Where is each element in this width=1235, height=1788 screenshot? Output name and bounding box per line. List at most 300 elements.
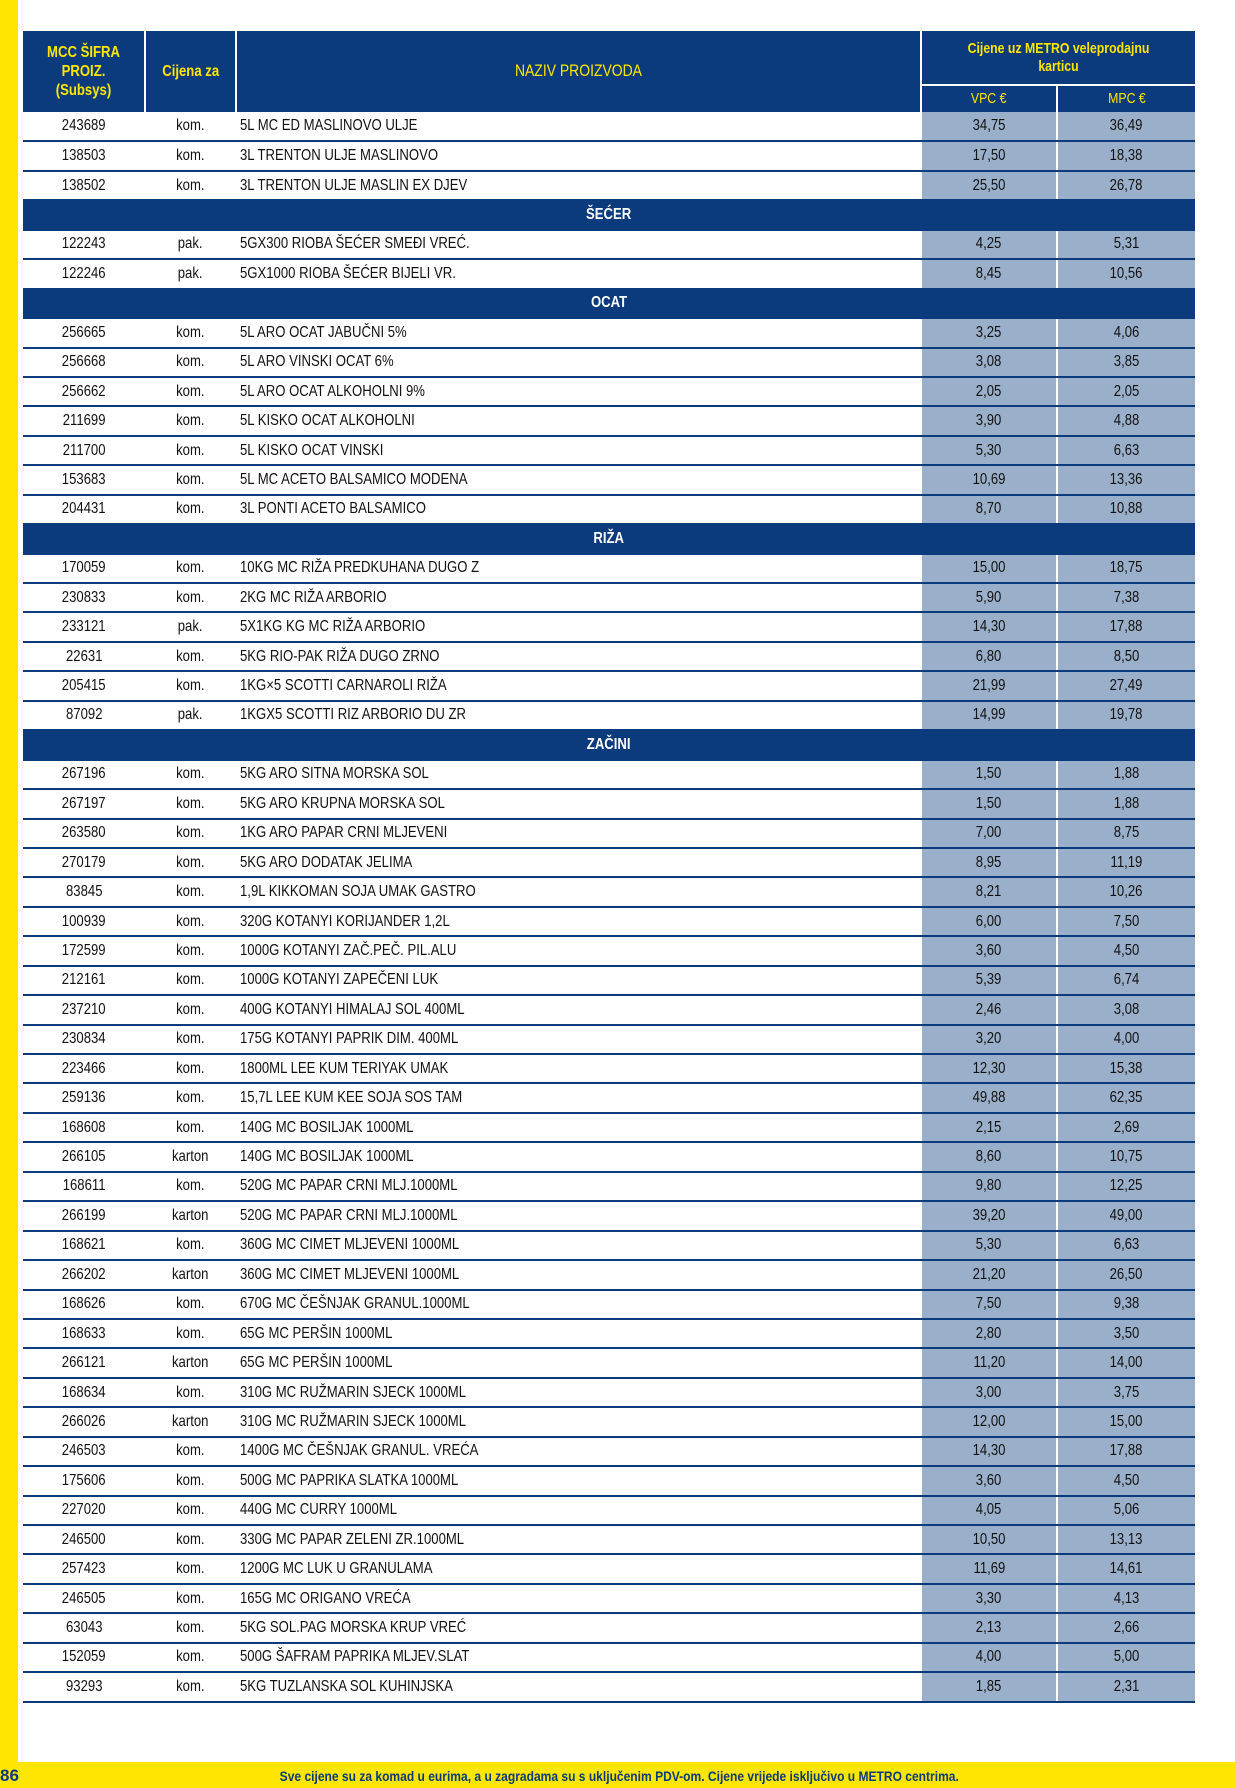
unit-cell: kom. [145, 819, 236, 848]
product-name-cell: 5L ARO VINSKI OCAT 6% [236, 348, 921, 377]
unit-cell: kom. [145, 907, 236, 936]
product-name-cell: 5KG TUZLANSKA SOL KUHINJSKA [236, 1672, 921, 1701]
product-code-cell: 233121 [23, 612, 145, 641]
product-code-cell: 246500 [23, 1525, 145, 1554]
table-row [23, 701, 1195, 730]
product-name-cell: 10KG MC RIŽA PREDKUHANA DUGO Z [236, 554, 921, 583]
section-header-row [23, 524, 1195, 553]
unit-cell: kom. [145, 966, 236, 995]
product-name-cell: 3L TRENTON ULJE MASLIN EX DJEV [236, 171, 921, 200]
vpc-price-cell: 3,25 [921, 318, 1057, 347]
vpc-price-cell: 3,30 [921, 1584, 1057, 1613]
product-code-cell: 227020 [23, 1496, 145, 1525]
vpc-price-cell: 3,08 [921, 348, 1057, 377]
mpc-price-cell: 13,36 [1057, 465, 1195, 494]
vpc-price-cell: 10,50 [921, 1525, 1057, 1554]
mpc-price-cell: 2,66 [1057, 1613, 1195, 1642]
unit-cell: kom. [145, 1054, 236, 1083]
product-name-cell: 5KG SOL.PAG MORSKA KRUP VREĆ [236, 1613, 921, 1642]
unit-cell: kom. [145, 406, 236, 435]
vpc-price-cell: 3,20 [921, 1025, 1057, 1054]
product-name-cell: 2KG MC RIŽA ARBORIO [236, 583, 921, 612]
product-name-cell: 310G MC RUŽMARIN SJECK 1000ML [236, 1407, 921, 1436]
unit-cell: kom. [145, 877, 236, 906]
product-name-cell: 140G MC BOSILJAK 1000ML [236, 1142, 921, 1171]
unit-cell: karton [145, 1201, 236, 1230]
product-code-cell: 138502 [23, 171, 145, 200]
unit-cell: kom. [145, 1319, 236, 1348]
mpc-price-cell: 8,50 [1057, 642, 1195, 671]
table-row [23, 1466, 1195, 1495]
vpc-price-cell: 34,75 [921, 112, 1057, 141]
product-name-cell: 65G MC PERŠIN 1000ML [236, 1348, 921, 1377]
table-row [23, 1201, 1195, 1230]
vpc-price-cell: 5,39 [921, 966, 1057, 995]
mpc-price-cell: 36,49 [1057, 112, 1195, 141]
table-row [23, 1525, 1195, 1554]
product-code-cell: 168633 [23, 1319, 145, 1348]
product-code-cell: 230833 [23, 583, 145, 612]
mpc-price-cell: 15,38 [1057, 1054, 1195, 1083]
vpc-price-cell: 8,45 [921, 259, 1057, 288]
mpc-price-cell: 10,56 [1057, 259, 1195, 288]
unit-cell: kom. [145, 1525, 236, 1554]
product-code-cell: 93293 [23, 1672, 145, 1701]
vpc-price-cell: 2,46 [921, 995, 1057, 1024]
mpc-price-cell: 6,74 [1057, 966, 1195, 995]
unit-cell: kom. [145, 1290, 236, 1319]
product-name-cell: 175G KOTANYI PAPRIK DIM. 400ML [236, 1025, 921, 1054]
mpc-price-cell: 2,05 [1057, 377, 1195, 406]
product-name-cell: 65G MC PERŠIN 1000ML [236, 1319, 921, 1348]
price-table [23, 31, 1195, 1703]
unit-cell: pak. [145, 230, 236, 259]
vpc-price-cell: 5,90 [921, 583, 1057, 612]
header-code: MCC ŠIFRA PROIZ. (Subsys) [23, 31, 145, 112]
mpc-price-cell: 4,00 [1057, 1025, 1195, 1054]
vpc-price-cell: 7,00 [921, 819, 1057, 848]
vpc-price-cell: 14,30 [921, 1437, 1057, 1466]
table-row [23, 1260, 1195, 1289]
unit-cell: kom. [145, 936, 236, 965]
product-name-cell: 400G KOTANYI HIMALAJ SOL 400ML [236, 995, 921, 1024]
mpc-price-cell: 1,88 [1057, 789, 1195, 818]
product-name-cell: 1800ML LEE KUM TERIYAK UMAK [236, 1054, 921, 1083]
table-row [23, 760, 1195, 789]
section-header-row [23, 730, 1195, 759]
vpc-price-cell: 3,60 [921, 1466, 1057, 1495]
section-title: OCAT [23, 289, 1195, 318]
unit-cell: kom. [145, 1172, 236, 1201]
product-name-cell: 5L KISKO OCAT VINSKI [236, 436, 921, 465]
unit-cell: karton [145, 1142, 236, 1171]
mpc-price-cell: 5,31 [1057, 230, 1195, 259]
product-name-cell: 500G MC PAPRIKA SLATKA 1000ML [236, 1466, 921, 1495]
unit-cell: kom. [145, 1113, 236, 1142]
product-code-cell: 168626 [23, 1290, 145, 1319]
unit-cell: kom. [145, 171, 236, 200]
mpc-price-cell: 18,75 [1057, 554, 1195, 583]
product-code-cell: 256662 [23, 377, 145, 406]
vpc-price-cell: 2,80 [921, 1319, 1057, 1348]
vpc-price-cell: 3,90 [921, 406, 1057, 435]
vpc-price-cell: 12,30 [921, 1054, 1057, 1083]
product-code-cell: 175606 [23, 1466, 145, 1495]
table-body [23, 112, 1195, 1702]
product-code-cell: 100939 [23, 907, 145, 936]
product-name-cell: 1,9L KIKKOMAN SOJA UMAK GASTRO [236, 877, 921, 906]
mpc-price-cell: 4,50 [1057, 1466, 1195, 1495]
mpc-price-cell: 14,00 [1057, 1348, 1195, 1377]
vpc-price-cell: 21,99 [921, 671, 1057, 700]
mpc-price-cell: 3,08 [1057, 995, 1195, 1024]
product-code-cell: 267196 [23, 760, 145, 789]
vpc-price-cell: 4,25 [921, 230, 1057, 259]
unit-cell: kom. [145, 1613, 236, 1642]
product-code-cell: 87092 [23, 701, 145, 730]
mpc-price-cell: 3,50 [1057, 1319, 1195, 1348]
table-row [23, 642, 1195, 671]
table-row [23, 1083, 1195, 1112]
unit-cell: pak. [145, 701, 236, 730]
section-title: ZAČINI [23, 730, 1195, 759]
table-row [23, 1437, 1195, 1466]
product-name-cell: 360G MC CIMET MLJEVENI 1000ML [236, 1260, 921, 1289]
vpc-price-cell: 2,15 [921, 1113, 1057, 1142]
product-code-cell: 211700 [23, 436, 145, 465]
table-row [23, 789, 1195, 818]
unit-cell: kom. [145, 348, 236, 377]
header-product-name: NAZIV PROIZVODA [236, 31, 921, 112]
unit-cell: kom. [145, 495, 236, 524]
vpc-price-cell: 12,00 [921, 1407, 1057, 1436]
product-name-cell: 5X1KG KG MC RIŽA ARBORIO [236, 612, 921, 641]
unit-cell: kom. [145, 554, 236, 583]
product-name-cell: 5L ARO OCAT JABUČNI 5% [236, 318, 921, 347]
product-name-cell: 1000G KOTANYI ZAPEČENI LUK [236, 966, 921, 995]
product-name-cell: 520G MC PAPAR CRNI MLJ.1000ML [236, 1201, 921, 1230]
mpc-price-cell: 10,75 [1057, 1142, 1195, 1171]
table-row [23, 465, 1195, 494]
table-row [23, 1025, 1195, 1054]
vpc-price-cell: 9,80 [921, 1172, 1057, 1201]
vpc-price-cell: 3,00 [921, 1378, 1057, 1407]
mpc-price-cell: 5,06 [1057, 1496, 1195, 1525]
vpc-price-cell: 8,21 [921, 877, 1057, 906]
product-code-cell: 211699 [23, 406, 145, 435]
unit-cell: kom. [145, 1496, 236, 1525]
header-mpc: MPC € [1057, 85, 1195, 112]
unit-cell: kom. [145, 1437, 236, 1466]
mpc-price-cell: 7,50 [1057, 907, 1195, 936]
table-row [23, 406, 1195, 435]
price-table-container [23, 31, 1195, 1703]
vpc-price-cell: 1,50 [921, 760, 1057, 789]
table-row [23, 1054, 1195, 1083]
unit-cell: kom. [145, 377, 236, 406]
product-name-cell: 5L ARO OCAT ALKOHOLNI 9% [236, 377, 921, 406]
vpc-price-cell: 6,80 [921, 642, 1057, 671]
unit-cell: kom. [145, 642, 236, 671]
product-code-cell: 246503 [23, 1437, 145, 1466]
vpc-price-cell: 4,05 [921, 1496, 1057, 1525]
mpc-price-cell: 11,19 [1057, 848, 1195, 877]
mpc-price-cell: 5,00 [1057, 1643, 1195, 1672]
table-row [23, 1643, 1195, 1672]
product-name-cell: 1200G MC LUK U GRANULAMA [236, 1554, 921, 1583]
vpc-price-cell: 1,85 [921, 1672, 1057, 1701]
product-code-cell: 246505 [23, 1584, 145, 1613]
vpc-price-cell: 11,20 [921, 1348, 1057, 1377]
mpc-price-cell: 6,63 [1057, 1231, 1195, 1260]
vpc-price-cell: 10,69 [921, 465, 1057, 494]
product-name-cell: 440G MC CURRY 1000ML [236, 1496, 921, 1525]
table-row [23, 554, 1195, 583]
product-name-cell: 3L PONTI ACETO BALSAMICO [236, 495, 921, 524]
product-name-cell: 5L MC ACETO BALSAMICO MODENA [236, 465, 921, 494]
section-header-row [23, 200, 1195, 229]
table-row [23, 112, 1195, 141]
section-title: RIŽA [23, 524, 1195, 553]
product-name-cell: 1KG ARO PAPAR CRNI MLJEVENI [236, 819, 921, 848]
unit-cell: kom. [145, 583, 236, 612]
product-code-cell: 63043 [23, 1613, 145, 1642]
mpc-price-cell: 4,88 [1057, 406, 1195, 435]
product-code-cell: 266026 [23, 1407, 145, 1436]
unit-cell: kom. [145, 1466, 236, 1495]
vpc-price-cell: 14,99 [921, 701, 1057, 730]
product-code-cell: 205415 [23, 671, 145, 700]
mpc-price-cell: 62,35 [1057, 1083, 1195, 1112]
mpc-price-cell: 13,13 [1057, 1525, 1195, 1554]
table-row [23, 1672, 1195, 1701]
mpc-price-cell: 8,75 [1057, 819, 1195, 848]
header-vpc: VPC € [921, 85, 1057, 112]
vpc-price-cell: 8,60 [921, 1142, 1057, 1171]
table-row [23, 377, 1195, 406]
mpc-price-cell: 17,88 [1057, 612, 1195, 641]
mpc-price-cell: 26,78 [1057, 171, 1195, 200]
product-code-cell: 266121 [23, 1348, 145, 1377]
unit-cell: kom. [145, 1643, 236, 1672]
unit-cell: kom. [145, 1025, 236, 1054]
table-row [23, 318, 1195, 347]
vpc-price-cell: 15,00 [921, 554, 1057, 583]
unit-cell: kom. [145, 465, 236, 494]
table-row [23, 877, 1195, 906]
vpc-price-cell: 11,69 [921, 1554, 1057, 1583]
table-row [23, 1496, 1195, 1525]
product-code-cell: 168621 [23, 1231, 145, 1260]
product-code-cell: 266199 [23, 1201, 145, 1230]
vpc-price-cell: 17,50 [921, 141, 1057, 170]
product-code-cell: 122246 [23, 259, 145, 288]
product-code-cell: 122243 [23, 230, 145, 259]
table-row [23, 671, 1195, 700]
header-prices: Cijene uz METRO veleprodajnu karticu [921, 31, 1195, 85]
unit-cell: kom. [145, 141, 236, 170]
unit-cell: kom. [145, 1378, 236, 1407]
unit-cell: kom. [145, 112, 236, 141]
table-row [23, 230, 1195, 259]
product-code-cell: 257423 [23, 1554, 145, 1583]
product-code-cell: 138503 [23, 141, 145, 170]
section-title: ŠEĆER [23, 200, 1195, 229]
table-row [23, 495, 1195, 524]
product-code-cell: 83845 [23, 877, 145, 906]
table-row [23, 1319, 1195, 1348]
unit-cell: kom. [145, 789, 236, 818]
table-row [23, 1584, 1195, 1613]
product-code-cell: 259136 [23, 1083, 145, 1112]
section-header-row [23, 289, 1195, 318]
table-row [23, 1142, 1195, 1171]
vpc-price-cell: 6,00 [921, 907, 1057, 936]
table-row [23, 995, 1195, 1024]
product-name-cell: 520G MC PAPAR CRNI MLJ.1000ML [236, 1172, 921, 1201]
mpc-price-cell: 1,88 [1057, 760, 1195, 789]
unit-cell: kom. [145, 1231, 236, 1260]
vpc-price-cell: 5,30 [921, 1231, 1057, 1260]
product-code-cell: 256668 [23, 348, 145, 377]
product-name-cell: 5L MC ED MASLINOVO ULJE [236, 112, 921, 141]
product-name-cell: 1KG×5 SCOTTI CARNAROLI RIŽA [236, 671, 921, 700]
product-name-cell: 1KGX5 SCOTTI RIZ ARBORIO DU ZR [236, 701, 921, 730]
product-code-cell: 168611 [23, 1172, 145, 1201]
vpc-price-cell: 49,88 [921, 1083, 1057, 1112]
mpc-price-cell: 7,38 [1057, 583, 1195, 612]
table-row [23, 1113, 1195, 1142]
table-row [23, 1172, 1195, 1201]
table-row [23, 1378, 1195, 1407]
unit-cell: kom. [145, 318, 236, 347]
product-code-cell: 267197 [23, 789, 145, 818]
table-row [23, 171, 1195, 200]
product-code-cell: 230834 [23, 1025, 145, 1054]
product-name-cell: 320G KOTANYI KORIJANDER 1,2L [236, 907, 921, 936]
vpc-price-cell: 21,20 [921, 1260, 1057, 1289]
product-name-cell: 5KG ARO KRUPNA MORSKA SOL [236, 789, 921, 818]
vpc-price-cell: 7,50 [921, 1290, 1057, 1319]
table-row [23, 583, 1195, 612]
footer-note: Sve cijene su za komad u eurima, a u zagradama su s uključenim PDV-om. Cijene vrijede isključivo u METRO centrima. [279, 1768, 959, 1784]
unit-cell: karton [145, 1260, 236, 1289]
mpc-price-cell: 14,61 [1057, 1554, 1195, 1583]
unit-cell: kom. [145, 1554, 236, 1583]
mpc-price-cell: 10,88 [1057, 495, 1195, 524]
table-row [23, 1348, 1195, 1377]
table-row [23, 259, 1195, 288]
vpc-price-cell: 4,00 [921, 1643, 1057, 1672]
product-name-cell: 15,7L LEE KUM KEE SOJA SOS TAM [236, 1083, 921, 1112]
table-row [23, 612, 1195, 641]
product-name-cell: 3L TRENTON ULJE MASLINOVO [236, 141, 921, 170]
mpc-price-cell: 17,88 [1057, 1437, 1195, 1466]
table-row [23, 907, 1195, 936]
vpc-price-cell: 5,30 [921, 436, 1057, 465]
product-name-cell: 5KG RIO-PAK RIŽA DUGO ZRNO [236, 642, 921, 671]
product-name-cell: 310G MC RUŽMARIN SJECK 1000ML [236, 1378, 921, 1407]
mpc-price-cell: 15,00 [1057, 1407, 1195, 1436]
product-name-cell: 165G MC ORIGANO VREĆA [236, 1584, 921, 1613]
mpc-price-cell: 6,63 [1057, 436, 1195, 465]
product-name-cell: 1000G KOTANYI ZAČ.PEČ. PIL.ALU [236, 936, 921, 965]
product-code-cell: 266105 [23, 1142, 145, 1171]
vpc-price-cell: 2,05 [921, 377, 1057, 406]
mpc-price-cell: 18,38 [1057, 141, 1195, 170]
table-row [23, 141, 1195, 170]
product-name-cell: 140G MC BOSILJAK 1000ML [236, 1113, 921, 1142]
product-code-cell: 237210 [23, 995, 145, 1024]
mpc-price-cell: 26,50 [1057, 1260, 1195, 1289]
bottom-accent-bar [0, 1762, 1235, 1788]
unit-cell: kom. [145, 1584, 236, 1613]
product-code-cell: 256665 [23, 318, 145, 347]
vpc-price-cell: 25,50 [921, 171, 1057, 200]
table-row [23, 1231, 1195, 1260]
table-row [23, 436, 1195, 465]
product-code-cell: 204431 [23, 495, 145, 524]
product-code-cell: 170059 [23, 554, 145, 583]
table-row [23, 1554, 1195, 1583]
left-accent-bar [0, 0, 18, 1788]
mpc-price-cell: 27,49 [1057, 671, 1195, 700]
mpc-price-cell: 4,06 [1057, 318, 1195, 347]
unit-cell: kom. [145, 436, 236, 465]
vpc-price-cell: 3,60 [921, 936, 1057, 965]
unit-cell: kom. [145, 1083, 236, 1112]
product-code-cell: 243689 [23, 112, 145, 141]
product-name-cell: 5KG ARO DODATAK JELIMA [236, 848, 921, 877]
product-name-cell: 5L KISKO OCAT ALKOHOLNI [236, 406, 921, 435]
table-row [23, 1290, 1195, 1319]
product-code-cell: 152059 [23, 1643, 145, 1672]
unit-cell: kom. [145, 1672, 236, 1701]
mpc-price-cell: 10,26 [1057, 877, 1195, 906]
mpc-price-cell: 2,69 [1057, 1113, 1195, 1142]
unit-cell: karton [145, 1407, 236, 1436]
mpc-price-cell: 4,13 [1057, 1584, 1195, 1613]
unit-cell: pak. [145, 612, 236, 641]
product-name-cell: 670G MC ČEŠNJAK GRANUL.1000ML [236, 1290, 921, 1319]
vpc-price-cell: 8,95 [921, 848, 1057, 877]
mpc-price-cell: 3,75 [1057, 1378, 1195, 1407]
mpc-price-cell: 2,31 [1057, 1672, 1195, 1701]
table-row [23, 848, 1195, 877]
product-code-cell: 270179 [23, 848, 145, 877]
product-name-cell: 5GX300 RIOBA ŠEĆER SMEĐI VREĆ. [236, 230, 921, 259]
mpc-price-cell: 12,25 [1057, 1172, 1195, 1201]
product-name-cell: 360G MC CIMET MLJEVENI 1000ML [236, 1231, 921, 1260]
table-row [23, 1407, 1195, 1436]
table-row [23, 348, 1195, 377]
product-code-cell: 22631 [23, 642, 145, 671]
mpc-price-cell: 4,50 [1057, 936, 1195, 965]
vpc-price-cell: 2,13 [921, 1613, 1057, 1642]
product-name-cell: 5KG ARO SITNA MORSKA SOL [236, 760, 921, 789]
page-number: 86 [0, 1766, 19, 1785]
unit-cell: karton [145, 1348, 236, 1377]
table-row [23, 966, 1195, 995]
product-code-cell: 212161 [23, 966, 145, 995]
product-code-cell: 266202 [23, 1260, 145, 1289]
mpc-price-cell: 49,00 [1057, 1201, 1195, 1230]
table-row [23, 1613, 1195, 1642]
product-code-cell: 168608 [23, 1113, 145, 1142]
product-code-cell: 172599 [23, 936, 145, 965]
vpc-price-cell: 14,30 [921, 612, 1057, 641]
table-row [23, 819, 1195, 848]
